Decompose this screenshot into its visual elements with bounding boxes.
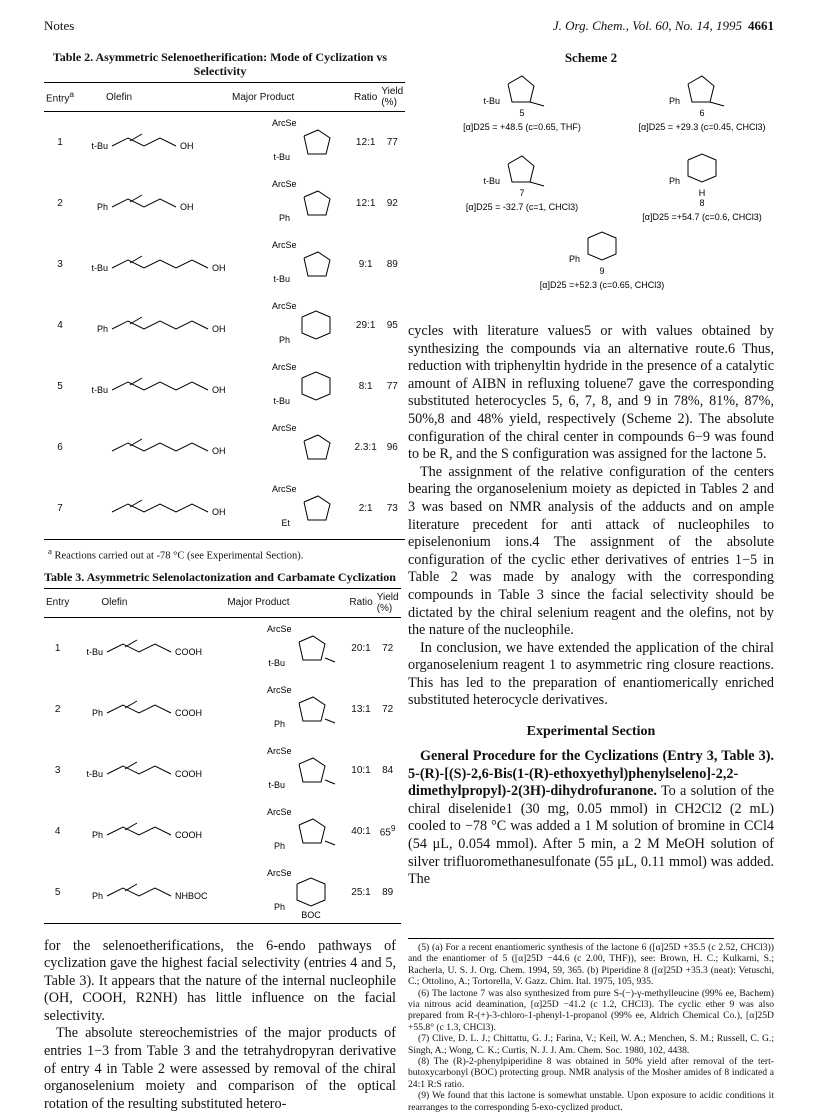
- scheme-compound-6: [638, 76, 765, 132]
- table3-header-olefin: Olefin: [71, 588, 225, 617]
- product-substituent-label: Ph: [279, 335, 290, 345]
- right-paragraph: The assignment of the relative configuration of the centers bearing the organoselenium moiety as depicted in Tables 2 and 3 was based on NMR analysis of the adducts and on ample literature precedent for anti attack of nucleophiles to episelenonium ions.4 The assignment of the absolute configuration of the cyclic ether derivatives of entries 1−5 in Table 2 was made by analogy with the corresponding compounds in Table 3 since the facial selectivity should be dictated by the chiral selenium reagent and the olefins, not by the nature of the nucleophile.: [408, 464, 774, 640]
- product-cell: [230, 356, 352, 417]
- product-cell: [230, 173, 352, 234]
- carbonyl-bond: [325, 658, 335, 662]
- olefin-functional-group-label: COOH: [175, 708, 202, 718]
- product-cell: [225, 617, 347, 679]
- olefin-chain: [112, 321, 208, 329]
- carbonyl-bond: [530, 102, 544, 106]
- table2-header-ratio: Ratio: [352, 83, 379, 112]
- left-column: [44, 50, 396, 1113]
- product-cell: [225, 679, 347, 740]
- product-svg: [227, 862, 345, 920]
- product-selenium-label: ArcSe: [272, 118, 297, 128]
- olefin-structure: [73, 868, 223, 914]
- ring: [304, 130, 330, 154]
- selectivity-ratio: 12:1: [352, 173, 379, 234]
- olefin-structure: [73, 624, 223, 670]
- experimental-heading: Experimental Section: [408, 724, 774, 740]
- ring: [299, 636, 325, 660]
- ring: [688, 154, 716, 182]
- ring: [304, 496, 330, 520]
- olefin-substituent-label: t-Bu: [91, 385, 108, 395]
- olefin-chain: [107, 644, 171, 652]
- yield-value: [375, 617, 401, 679]
- scheme-title: Scheme 2: [408, 50, 774, 66]
- reference-note: (9) We found that this lactone is somewhat unstable. Upon exposure to acidic conditions it rearranges to the corresponding 5-exo-cyclized product.: [408, 1090, 774, 1113]
- selectivity-ratio: 2.3:1: [352, 417, 379, 478]
- entry-number: 1: [44, 617, 71, 679]
- product-structure: [272, 118, 330, 162]
- product-substituent-label: t-Bu: [269, 780, 286, 790]
- product-selenium-label: ArcSe: [267, 746, 292, 756]
- selectivity-ratio: 40:1: [347, 801, 374, 862]
- left-body-text: [44, 938, 396, 1113]
- yield-number: 73: [387, 503, 398, 514]
- olefin-chain: [107, 827, 171, 835]
- table2-header-olefin: Olefin: [76, 83, 230, 112]
- product-structure: [272, 484, 330, 528]
- yield-value: [379, 295, 405, 356]
- table2-header-entry: Entry$^a$: [44, 83, 76, 112]
- olefin-cell: [71, 617, 225, 679]
- product-svg: [227, 740, 345, 798]
- yield-value: [379, 356, 405, 417]
- ring: [588, 232, 616, 260]
- product-cell: [225, 801, 347, 862]
- yield-number: 92: [387, 198, 398, 209]
- reference-note: (6) The lactone 7 was also synthesized from pure S-(−)-γ-methylleucine (99% ee, Bachem) via nitrous acid deamination, [α]25D −41.2 (c 1.2, CHCl3). The cyclic ether 9 was also prepared from R-(+)-3-chloro-1-phenyl-1-propanol (99% ee, Aldrich Chemical Co.), [α]25D +55.8° (c 1.3, CHCl3).: [408, 988, 774, 1034]
- ring: [508, 156, 534, 182]
- product-svg: [232, 112, 350, 170]
- ring: [304, 252, 330, 276]
- yield-number: 89: [382, 887, 393, 898]
- entry-number: 7: [44, 478, 76, 540]
- olefin-chain: [112, 138, 176, 146]
- olefin-structure: [78, 362, 228, 408]
- optical-rotation: [α]D25 = +29.3 (c=0.45, CHCl3): [638, 122, 765, 132]
- experimental-procedure: To a solution of the chiral diselenide1 (30 mg, 0.05 mmol) in CH2Cl2 (2 mL) cooled to −78 °C was added a 1 M solution of bromine in CCl4 (54 μL, 0.054 mmol). After 5 min, a 2 M MeOH solution of silver trifluoromethanesulfonate (55 μL, 0.11 mmol) was added. The: [408, 783, 774, 887]
- yield-footnote-ref: 9: [391, 823, 396, 833]
- product-cell: [225, 740, 347, 801]
- compound-substituent-label: Ph: [669, 96, 680, 106]
- olefin-chain: [107, 766, 171, 774]
- ring: [304, 191, 330, 215]
- entry-number: 4: [44, 295, 76, 356]
- product-svg: [232, 234, 350, 292]
- product-selenium-label: ArcSe: [267, 807, 292, 817]
- olefin-structure: [78, 240, 228, 286]
- product-substituent-label: t-Bu: [269, 658, 286, 668]
- olefin-functional-group-label: COOH: [175, 769, 202, 779]
- double-bond: [130, 317, 142, 324]
- table-row: [44, 417, 405, 478]
- product-structure: [267, 868, 325, 920]
- experimental-lead: General Procedure for the Cyclizations (Entry 3, Table 3). 5-(R)-[(S)-2,6-Bis(1-(R)-ethoxyethyl)phenylseleno]-2,2-dimethylpropyl)-2(3H)-dihydrofuranone.: [408, 748, 774, 799]
- product-svg: [232, 295, 350, 353]
- olefin-structure: [73, 685, 223, 731]
- olefin-structure: [78, 423, 228, 469]
- product-svg: [232, 173, 350, 231]
- compound-number: 9: [599, 266, 604, 276]
- right-paragraph: cycles with literature values5 or with values obtained by synthesizing the compounds via an alternative route.6 Thus, reduction with triphenyltin hydride in the presence of a catalytic amount of AIBN in refluxing toluene7 gave the corresponding substituted heterocycles 5, 6, 7, 8, and 9 in 78%, 81%, 87%, 50%,8 and 48% yield, respectively (Scheme 2). The absolute configuration of the chiral center in compounds 6−9 was found to be R, and the S configuration was assigned for the lactone 5.: [408, 323, 774, 464]
- optical-rotation: [α]D25 = -32.7 (c=1, CHCl3): [466, 202, 578, 212]
- references-footnotes: [408, 938, 774, 1113]
- yield-number: 77: [387, 381, 398, 392]
- product-svg: [227, 801, 345, 859]
- double-bond: [125, 823, 137, 830]
- scheme2-figure: [408, 72, 774, 310]
- yield-value: [375, 679, 401, 740]
- selectivity-ratio: 9:1: [352, 234, 379, 295]
- compound-substituent-label: t-Bu: [483, 176, 500, 186]
- product-selenium-label: ArcSe: [272, 179, 297, 189]
- selectivity-ratio: 20:1: [347, 617, 374, 679]
- product-cell: [230, 417, 352, 478]
- entry-number: 4: [44, 801, 71, 862]
- olefin-cell: [76, 478, 230, 540]
- carbonyl-bond: [325, 841, 335, 845]
- scheme-compound-7: [466, 156, 578, 212]
- right-body-text: [408, 323, 774, 710]
- table2-footnote: $^a$ Reactions carried out at -78 °C (see Experimental Section).: [48, 546, 396, 562]
- yield-value: [379, 173, 405, 234]
- entry-number: 1: [44, 112, 76, 174]
- olefin-functional-group-label: OH: [212, 507, 226, 517]
- product-protecting-group-label: BOC: [302, 910, 322, 920]
- olefin-functional-group-label: COOH: [175, 830, 202, 840]
- ring: [302, 372, 330, 400]
- carbonyl-bond: [325, 719, 335, 723]
- product-structure: [267, 624, 335, 668]
- table3-caption: Table 3. Asymmetric Selenolactonization and Carbamate Cyclization: [44, 570, 396, 584]
- product-substituent-label: Ph: [274, 719, 285, 729]
- olefin-functional-group-label: OH: [212, 385, 226, 395]
- page-number: 4661: [748, 18, 774, 33]
- olefin-cell: [71, 862, 225, 924]
- entry-number: 2: [44, 679, 71, 740]
- double-bond: [130, 134, 142, 141]
- entry-number: 2: [44, 173, 76, 234]
- olefin-functional-group-label: NHBOC: [175, 891, 208, 901]
- olefin-cell: [76, 417, 230, 478]
- olefin-structure: [73, 746, 223, 792]
- scheme-compound-8: [642, 154, 762, 222]
- entry-number: 3: [44, 740, 71, 801]
- table-row: [44, 862, 401, 924]
- product-substituent-label: Et: [281, 518, 290, 528]
- table-row: [44, 801, 401, 862]
- scheme-compound-5: [463, 76, 581, 132]
- product-svg: [227, 679, 345, 737]
- selectivity-ratio: 25:1: [347, 862, 374, 924]
- olefin-cell: [76, 295, 230, 356]
- reference-note: (5) (a) For a recent enantiomeric synthesis of the lactone 6 ([α]25D +35.5 (c 2.52, CHCl3)) and the enantiomer of 5 ([α]25D −44.6 (c 2.00, THF)), see: Brown, H. C.; Kulkarni, S.; Racherla, U. S. J. Org. Chem. 1994, 59, 365. (b) Piperidine 8 ([α]25D +35.3 (neat): Vetuschi, C.; Ottolino, A.; Tortorella, V. Gazz. Chim. Ital. 1975, 105, 935.: [408, 942, 774, 988]
- selectivity-ratio: 12:1: [352, 112, 379, 174]
- double-bond: [125, 884, 137, 891]
- ring: [299, 697, 325, 721]
- table2-header-yield: Yield (%): [379, 83, 405, 112]
- selectivity-ratio: 13:1: [347, 679, 374, 740]
- product-substituent-label: Ph: [274, 902, 285, 912]
- table3-header-yield: Yield (%): [375, 588, 401, 617]
- table3-header-ratio: Ratio: [347, 588, 374, 617]
- product-substituent-label: Ph: [274, 841, 285, 851]
- olefin-substituent-label: Ph: [92, 708, 103, 718]
- product-structure: [272, 301, 330, 345]
- product-cell: [230, 112, 352, 174]
- table-row: [44, 295, 405, 356]
- product-substituent-label: Ph: [279, 213, 290, 223]
- journal-citation: J. Org. Chem., Vol. 60, No. 14, 1995 4661: [553, 18, 774, 34]
- product-structure: [272, 423, 330, 459]
- product-structure: [267, 807, 335, 851]
- olefin-chain: [112, 443, 208, 451]
- right-column: [408, 50, 774, 889]
- olefin-substituent-label: Ph: [97, 324, 108, 334]
- selectivity-ratio: 8:1: [352, 356, 379, 417]
- table-row: [44, 740, 401, 801]
- olefin-cell: [76, 112, 230, 174]
- entry-number: 5: [44, 862, 71, 924]
- olefin-substituent-label: Ph: [92, 891, 103, 901]
- olefin-chain: [107, 888, 171, 896]
- yield-value: [375, 801, 401, 862]
- ring: [299, 758, 325, 782]
- selectivity-ratio: 10:1: [347, 740, 374, 801]
- left-paragraph: The absolute stereochemistries of the major products of entries 1−3 from Table 3 and the tetrahydropyran derivative of entry 4 in Table 2 were assessed by removal of the chiral organoselenium moiety and comparison of the optical rotation of the resulting substituted hetero-: [44, 1025, 396, 1113]
- compound-substituent-label: t-Bu: [483, 96, 500, 106]
- reference-note: (8) The (R)-2-phenylpiperidine 8 was obtained in 50% yield after removal of the tert-butoxycarbonyl (BOC) protecting group. NMR analysis of the Mosher amides of 8 indicated a 24:1 R:S ratio.: [408, 1056, 774, 1090]
- olefin-structure: [73, 807, 223, 853]
- optical-rotation: [α]D25 = +48.5 (c=0.65, THF): [463, 122, 581, 132]
- double-bond: [130, 500, 142, 507]
- table-row: [44, 234, 405, 295]
- ring: [508, 76, 534, 102]
- double-bond: [130, 195, 142, 202]
- olefin-cell: [71, 801, 225, 862]
- product-cell: [230, 234, 352, 295]
- olefin-substituent-label: Ph: [97, 202, 108, 212]
- olefin-structure: [78, 301, 228, 347]
- product-selenium-label: ArcSe: [272, 301, 297, 311]
- scheme-compound-9: [540, 232, 665, 290]
- olefin-substituent-label: t-Bu: [91, 263, 108, 273]
- compound-nh-label: H: [699, 188, 706, 198]
- yield-number: 77: [387, 137, 398, 148]
- yield-value: [379, 234, 405, 295]
- table-row: [44, 617, 401, 679]
- table2-caption: Table 2. Asymmetric Selenoetherification: Mode of Cyclization vs Selectivity: [44, 50, 396, 78]
- product-structure: [272, 240, 330, 284]
- entry-number: 5: [44, 356, 76, 417]
- running-header: [44, 18, 774, 36]
- ring: [299, 819, 325, 843]
- table-row: [44, 478, 405, 540]
- product-svg: [232, 356, 350, 414]
- olefin-cell: [76, 234, 230, 295]
- yield-value: [379, 112, 405, 174]
- reference-note: (7) Clive, D. L. J.; Chittattu, G. J.; Farina, V.; Keil, W. A.; Menchen, S. M.; Russell, C. G.; Singh, A.; Wong, C. K.; Curtis, N. J. J. Am. Chem. Soc. 1980, 102, 4438.: [408, 1033, 774, 1056]
- table-row: [44, 112, 405, 174]
- product-selenium-label: ArcSe: [272, 423, 297, 433]
- section-label: Notes: [44, 18, 74, 34]
- ring: [304, 435, 330, 459]
- table2-header-product: Major Product: [230, 83, 352, 112]
- olefin-structure: [78, 179, 228, 225]
- double-bond: [125, 701, 137, 708]
- product-structure: [267, 746, 335, 790]
- table-row: [44, 356, 405, 417]
- olefin-substituent-label: Ph: [92, 830, 103, 840]
- table-row: [44, 679, 401, 740]
- ring: [297, 878, 325, 906]
- compound-number: 5: [519, 108, 524, 118]
- yield-number: 72: [382, 704, 393, 715]
- yield-number: 65: [380, 828, 391, 839]
- product-structure: [267, 685, 335, 729]
- olefin-chain: [112, 382, 208, 390]
- table-row: [44, 173, 405, 234]
- olefin-cell: [76, 173, 230, 234]
- olefin-functional-group-label: COOH: [175, 647, 202, 657]
- product-svg: [227, 618, 345, 676]
- product-selenium-label: ArcSe: [272, 240, 297, 250]
- compound-substituent-label: Ph: [569, 254, 580, 264]
- yield-number: 89: [387, 259, 398, 270]
- table2: [44, 82, 405, 540]
- compound-substituent-label: Ph: [669, 176, 680, 186]
- product-structure: [272, 362, 330, 406]
- product-selenium-label: ArcSe: [267, 868, 292, 878]
- yield-value: [375, 862, 401, 924]
- olefin-structure: [78, 118, 228, 164]
- ring: [688, 76, 714, 102]
- left-paragraph: for the selenoetherifications, the 6-endo pathways of cyclization gave the highest facial selectivity (entries 4 and 5, Table 3). It appears that the nature of the internal nucleophile (OH, COOH, R2NH) has little influence on the facial selectivity.: [44, 938, 396, 1026]
- olefin-functional-group-label: OH: [180, 141, 194, 151]
- olefin-substituent-label: t-Bu: [91, 141, 108, 151]
- double-bond: [130, 378, 142, 385]
- product-selenium-label: ArcSe: [272, 484, 297, 494]
- product-selenium-label: ArcSe: [267, 685, 292, 695]
- right-paragraph: In conclusion, we have extended the application of the chiral organoselenium reagent 1 to asymmetric ring closure reactions. This has led to the preparation of enantiomerically enriched substituted heterocycle derivatives.: [408, 640, 774, 710]
- olefin-chain: [107, 705, 171, 713]
- product-structure: [272, 179, 330, 223]
- olefin-substituent-label: t-Bu: [87, 769, 104, 779]
- product-cell: [230, 295, 352, 356]
- product-cell: [230, 478, 352, 540]
- double-bond: [125, 762, 137, 769]
- olefin-cell: [71, 740, 225, 801]
- yield-value: [379, 417, 405, 478]
- experimental-text: [408, 748, 774, 889]
- olefin-functional-group-label: OH: [212, 446, 226, 456]
- compound-number: 8: [699, 198, 704, 208]
- optical-rotation: [α]D25 =+54.7 (c=0.6, CHCl3): [642, 212, 762, 222]
- product-substituent-label: t-Bu: [273, 274, 290, 284]
- carbonyl-bond: [710, 102, 724, 106]
- compound-number: 7: [519, 188, 524, 198]
- olefin-structure: [78, 484, 228, 530]
- olefin-functional-group-label: OH: [180, 202, 194, 212]
- compound-number: 6: [699, 108, 704, 118]
- olefin-cell: [71, 679, 225, 740]
- table3-header-product: Major Product: [225, 588, 347, 617]
- table3: [44, 588, 401, 924]
- double-bond: [125, 640, 137, 647]
- selectivity-ratio: 29:1: [352, 295, 379, 356]
- yield-number: 72: [382, 643, 393, 654]
- entry-number: 6: [44, 417, 76, 478]
- carbonyl-bond: [530, 182, 544, 186]
- olefin-cell: [76, 356, 230, 417]
- olefin-chain: [112, 199, 176, 207]
- olefin-substituent-label: t-Bu: [87, 647, 104, 657]
- product-svg: [232, 417, 350, 475]
- double-bond: [130, 256, 142, 263]
- product-selenium-label: ArcSe: [272, 362, 297, 372]
- olefin-functional-group-label: OH: [212, 324, 226, 334]
- ring: [302, 311, 330, 339]
- yield-value: [379, 478, 405, 540]
- entry-number: 3: [44, 234, 76, 295]
- olefin-chain: [112, 504, 208, 512]
- double-bond: [130, 439, 142, 446]
- yield-number: 96: [387, 442, 398, 453]
- olefin-functional-group-label: OH: [212, 263, 226, 273]
- olefin-chain: [112, 260, 208, 268]
- product-selenium-label: ArcSe: [267, 624, 292, 634]
- carbonyl-bond: [325, 780, 335, 784]
- product-substituent-label: t-Bu: [273, 152, 290, 162]
- product-svg: [232, 478, 350, 536]
- selectivity-ratio: 2:1: [352, 478, 379, 540]
- optical-rotation: [α]D25 =+52.3 (c=0.65, CHCl3): [540, 280, 665, 290]
- table3-header-entry: Entry: [44, 588, 71, 617]
- yield-number: 84: [382, 765, 393, 776]
- yield-number: 95: [387, 320, 398, 331]
- product-cell: [225, 862, 347, 924]
- yield-value: [375, 740, 401, 801]
- product-substituent-label: t-Bu: [273, 396, 290, 406]
